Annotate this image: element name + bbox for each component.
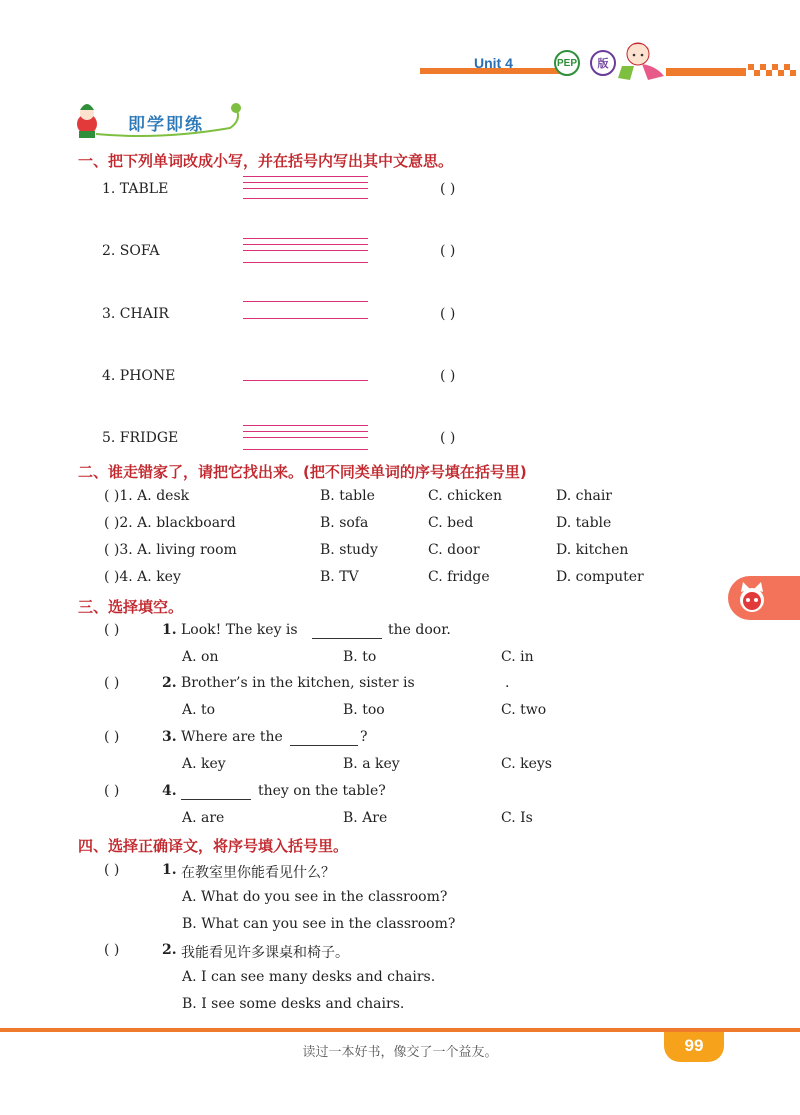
choice-paren[interactable]: ( ) [104,783,120,799]
section2-note: (把不同类单词的序号填在括号里) [303,463,527,481]
writing-line [243,188,368,189]
question-text: they on the table? [258,783,386,799]
option-c: C. keys [501,756,552,772]
writing-line [243,380,368,381]
question-number: 3. [162,729,177,745]
section1-heading: 一、把下列单词改成小写，并在括号内写出其中文意思。 [78,152,454,170]
option-a: A. What do you see in the classroom? [182,889,448,905]
fill-blank[interactable] [290,745,358,746]
question-number: 2. [162,675,177,691]
question-text: Where are the [181,729,283,745]
question-text: ? [360,729,368,745]
choice-paren[interactable]: ( ) [104,622,120,638]
question-number: 2. [162,942,177,958]
writing-line [243,449,368,450]
option-a: A. on [182,649,219,665]
option-a: A. are [182,810,225,826]
edition-badge: 版 [590,50,616,76]
option-b: B. What can you see in the classroom? [182,916,456,932]
option-b: B. Are [343,810,388,826]
unit-label: Unit 4 [474,55,513,71]
option-d: D. chair [556,488,612,504]
option-a: A. I can see many desks and chairs. [182,969,436,985]
side-tab [728,576,800,620]
option-c: C. fridge [428,569,490,585]
meaning-paren[interactable]: ( ) [440,306,456,322]
option-b: B. a key [343,756,400,772]
option-b: B. study [320,542,378,558]
writing-line [243,244,368,245]
footer-quote: 读过一本好书，像交了一个益友。 [302,1045,498,1060]
choice-paren[interactable]: ( ) [104,862,120,878]
odd-one-q1[interactable]: ( )1. A. desk [104,488,190,504]
option-b: B. sofa [320,515,369,531]
section-title: 即学即练 [128,115,204,135]
question-number: 4. [162,783,177,799]
page-number: 99 [684,1036,704,1055]
writing-line [243,437,368,438]
section3-heading: 三、选择填空。 [78,598,184,616]
word-item-3: 3. CHAIR [102,306,169,322]
cat-mascot-icon [728,576,800,620]
writing-line [243,176,368,177]
option-b: B. I see some desks and chairs. [182,996,405,1012]
word-item-1: 1. TABLE [102,181,169,197]
writing-line [243,238,368,239]
girl-mascot-icon [612,36,668,82]
pep-badge: PEP [554,50,580,76]
section4-heading: 四、选择正确译文，将序号填入括号里。 [78,837,349,855]
choice-paren[interactable]: ( ) [104,729,120,745]
word-item-2: 2. SOFA [102,243,160,259]
option-d: D. kitchen [556,542,629,558]
writing-line [243,318,368,319]
fill-blank[interactable] [312,638,382,639]
meaning-paren[interactable]: ( ) [440,181,456,197]
writing-line [243,182,368,183]
meaning-paren[interactable]: ( ) [440,368,456,384]
odd-one-q2[interactable]: ( )2. A. blackboard [104,515,236,531]
chinese-sentence: 我能看见许多课桌和椅子。 [181,945,349,961]
option-b: B. too [343,702,385,718]
odd-one-q4[interactable]: ( )4. A. key [104,569,181,585]
option-b: B. to [343,649,377,665]
question-text: Look! The key is [181,622,298,638]
option-d: D. computer [556,569,644,585]
option-c: C. bed [428,515,474,531]
option-a: A. key [182,756,226,772]
writing-line [243,262,368,263]
word-item-5: 5. FRIDGE [102,430,179,446]
word-item-4: 4. PHONE [102,368,176,384]
choice-paren[interactable]: ( ) [104,942,120,958]
option-a: A. to [182,702,216,718]
odd-one-q3[interactable]: ( )3. A. living room [104,542,237,558]
option-c: C. in [501,649,534,665]
fill-blank[interactable] [181,799,251,800]
option-b: B. TV [320,569,359,585]
option-b: B. table [320,488,375,504]
question-text: Brother’s in the kitchen, sister is [181,675,415,691]
writing-line [243,250,368,251]
meaning-paren[interactable]: ( ) [440,243,456,259]
writing-line [243,198,368,199]
option-c: C. door [428,542,480,558]
writing-line [243,431,368,432]
section2-heading-text: 二、谁走错家了，请把它找出来。 [78,463,304,481]
question-number: 1. [162,622,177,638]
choice-paren[interactable]: ( ) [104,675,120,691]
writing-line [243,301,368,302]
option-c: C. two [501,702,547,718]
meaning-paren[interactable]: ( ) [440,430,456,446]
option-c: C. chicken [428,488,503,504]
section2-heading [78,461,527,482]
chinese-sentence: 在教室里你能看见什么？ [181,865,335,881]
header-bar [0,64,800,82]
writing-line [243,425,368,426]
question-text: . [505,675,510,691]
question-text: the door. [388,622,451,638]
option-d: D. table [556,515,612,531]
question-number: 1. [162,862,177,878]
option-c: C. Is [501,810,533,826]
